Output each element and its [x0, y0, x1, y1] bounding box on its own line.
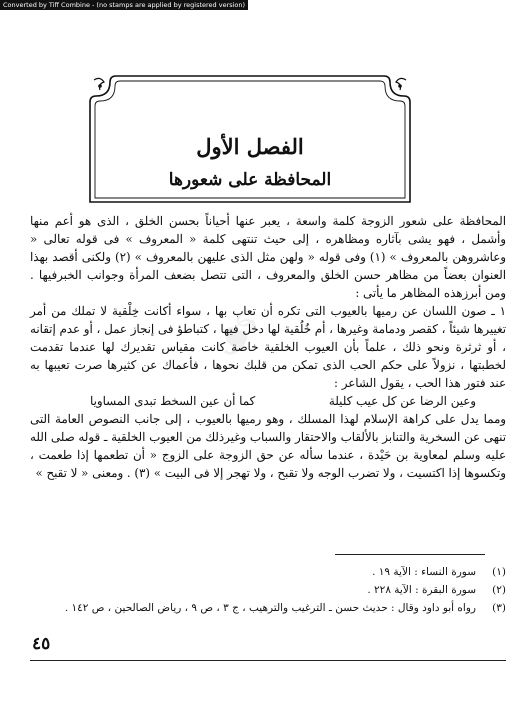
verse-second-hemistich: كما أن عين السخط تبدى المساويا [90, 394, 256, 408]
body-text [30, 212, 506, 482]
chapter-subtitle: المحافظة على شعورها [168, 170, 332, 190]
footnote-separator [335, 554, 485, 555]
page-number: ٤٥ [32, 634, 51, 654]
chapter-title-frame [86, 72, 414, 206]
footnote-number: (٣) [492, 602, 506, 614]
paragraph-intro: المحافظة على شعور الزوجة كلمة واسعة ، يعبر عنها أحياناً بحسن الخلق ، الذى هو أعم منها وأشمل ، فهو يشى بآثاره ومظاهره ، إلى حيث تنتهى كلمة « المعروف » فى قوله تعالى « وعاشروهن بالمعروف » (١) وفى قوله « ولهن مثل الذى عليهن بالمعروف » (٢) ولكنى أقصد بهذا العنوان بعضاً من مظاهر حسن الخلق والمعروف ، التى تتصل بضعف المرأة وجوانب الخبرفيها . ومن أبرزهذه المظاهر ما يأتى : [30, 214, 506, 300]
chapter-title: الفصل الأول [196, 134, 304, 159]
footnote [30, 599, 506, 617]
paragraph-evidence: ومما يدل على كراهة الإسلام لهذا المسلك ، وهو رميها بالعيوب ، إلى جانب النصوص العامة التى تنهى عن السخرية والتنابز بالألقاب والاحتقار والسباب وغيرذلك من العيوب الخلقية ـ قوله صلى الله عليه وسلم لمعاوية بن حَيْدة ، عندما سأله عن حق الزوجة على الزوج « أن تطعمها إذا طعمت ، وتكسوها إذا اكتسيت ، ولا تضرب الوجه ولا تقبح ، ولا تهجر إلا فى البيت » (٣) . ومعنى « لا تقبح » [30, 412, 506, 480]
bottom-rule [30, 660, 506, 661]
footnote-text: سورة النساء : الآية ١٩ . [372, 566, 476, 578]
footnote-text: رواه أبو داود وقال : حديث حسن ـ الترغيب والترهيب ، ج ٣ ، ص ٩ ، رياض الصالحين ، ص ١٤٢ . [64, 602, 476, 614]
verse-first-hemistich: وعين الرضا عن كل عيب كليلة [328, 394, 476, 408]
poetry-verse [30, 392, 506, 410]
footnote-text: سورة البقرة : الآية ٢٢٨ . [367, 584, 476, 596]
paragraph-point-one: ١ ـ صون اللسان عن رميها بالعيوب التى تكره أن تعاب بها ، سواء أكانت خِلْقية لا تملك من أمر تغييرها شيئاً ، كقصر ودمامة وغيرها ، أم خُلُقية لها دخل فيها ، كتباطؤ فى إنجاز عمل ، أو عدم إتقانه ، أو ثرثرة ونحو ذلك ، علماً بأن العيوب الخلقية خاصة كانت مقياس تقديرك لها عندما تقدمت لخطبتها ، نزولاً على حكم الحب الذى تمكن من قلبك نحوها ، فأعماك عن كثيرها صرت تعيبها به عند فتور هذا الحب ، يقول الشاعر : [30, 304, 506, 390]
footnote [30, 581, 506, 599]
converter-watermark: Converted by Tiff Combine - (no stamps are applied by registered version) [0, 0, 248, 10]
footnotes [30, 563, 506, 617]
background-stamp: ☙ [192, 292, 281, 378]
footnote [30, 563, 506, 581]
footnote-number: (١) [492, 566, 506, 578]
footnote-number: (٢) [492, 584, 506, 596]
